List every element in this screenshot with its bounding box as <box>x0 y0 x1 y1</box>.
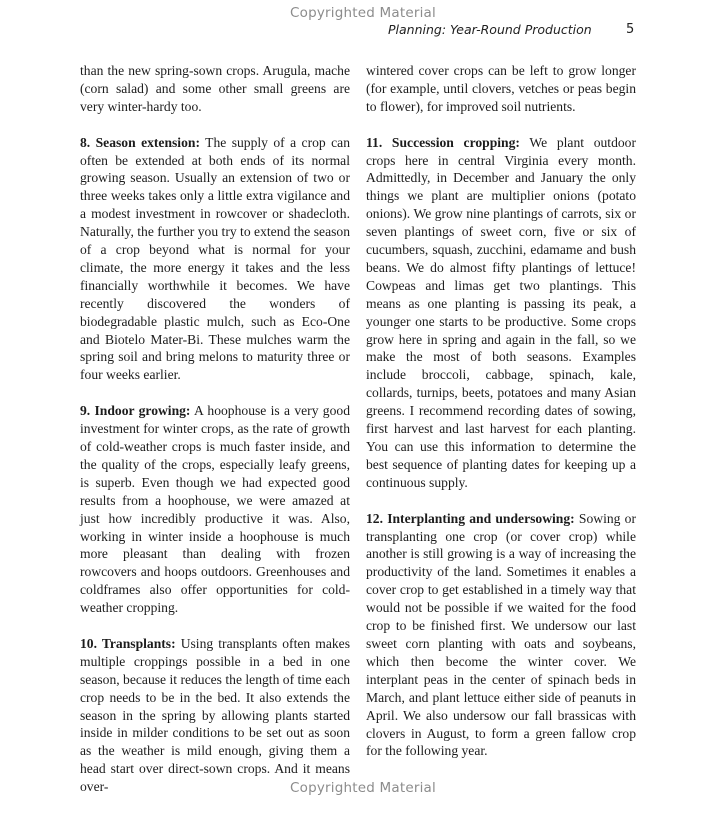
right-column <box>366 62 636 778</box>
paragraph-text: than the new spring-sown crops. Arugula, mache (corn salad) and some other small greens are very winter-hardy too. <box>80 63 350 114</box>
paragraph-text: The supply of a crop can often be extended at both ends of its normal growing season. Usually an extension of two or three weeks takes only a little extra vigilance and a modest investment in rowcover or shadecloth. Naturally, the further you try to extend the season of a crop beyond what is normal for your climate, the more energy it takes and the less financially worthwhile it becomes. We have recently discovered the wonders of biodegradable plastic mulch, such as Eco-One and Biotelo Mater-Bi. These mulches warm the spring soil and bring melons to maturity three or four weeks earlier. <box>80 134 350 383</box>
paragraph-continued <box>366 62 636 116</box>
paragraph-heading: 9. Indoor growing: <box>80 403 191 419</box>
paragraph-heading: 12. Interplanting and undersowing: <box>366 510 575 526</box>
paragraph-indoor-growing <box>80 402 350 617</box>
paragraph-transplants <box>80 635 350 796</box>
page-number: 5 <box>626 22 635 37</box>
paragraph-text: A hoophouse is a very good investment for winter crops, as the rate of growth of cold-weather crops is much faster inside, and the quality of the crops, especially leafy greens, is superb. Even though we had expected good results from a hoophouse, we were amazed at just how incredibly productive it was. Also, working in winter inside a hoophouse is much more pleasant than dealing with frozen rowcovers and hoops outdoors. Greenhouses and coldframes also offer opportunities for cold-weather cropping. <box>80 403 350 616</box>
paragraph-heading: 11. Succession cropping: <box>366 134 520 150</box>
copyright-watermark-bottom: Copyrighted Material <box>290 780 436 796</box>
paragraph-text: Sowing or transplanting one crop (or cover crop) while another is still growing is a way of increasing the productivity of the land. Sometimes it enables a cover crop to get established in a timely way that would not be possible if we waited for the food crop to be finished first. We undersow our last sweet corn planting with oats and soybeans, which then become the winter cover. We interplant peas in the center of spinach beds in March, and plant lettuce either side of peanuts in April. We also undersow our fall brassicas with clovers in August, to form a green fallow crop for the following year. <box>366 510 636 759</box>
paragraph-text: wintered cover crops can be left to grow longer (for example, until clovers, vetches or peas begin to flower), for improved soil nutrients. <box>366 63 636 114</box>
paragraph-season-extension <box>80 134 350 385</box>
paragraph-succession-cropping <box>366 134 636 492</box>
paragraph-text: Using transplants often makes multiple croppings possible in a bed in one season, because it reduces the length of time each crop needs to be in the bed. It also extends the season in the spring by allowing plants started inside in milder conditions to be set out as soon as the weather is mild enough, giving them a head start over direct-sown crops. And it means over- <box>80 635 350 795</box>
copyright-watermark-top: Copyrighted Material <box>290 5 436 21</box>
paragraph-heading: 8. Season extension: <box>80 134 200 150</box>
paragraph-interplanting <box>366 510 636 761</box>
running-head-title: Planning: Year-Round Production <box>388 22 592 37</box>
paragraph-continued <box>80 62 350 116</box>
paragraph-heading: 10. Transplants: <box>80 635 176 651</box>
paragraph-text: We plant outdoor crops here in central Virginia every month. Admittedly, in December and January the only things we plant are multiplier onions (potato onions). We grow nine plantings of carrots, six or seven plantings of sweet corn, five or six of cucumbers, squash, zucchini, edamame and bush beans. We do almost fifty plantings of lettuce! Cowpeas and limas get two plantings. This means as one planting is passing its peak, a younger one starts to be productive. Some crops grow here in spring and again in the fall, so we make the most of both seasons. Examples include broccoli, cabbage, spinach, kale, collards, turnips, beets, potatoes and many Asian greens. I recommend recording dates of sowing, first harvest and last harvest for each planting. You can use this information to determine the best sequence of planting dates for keeping up a continuous supply. <box>366 134 637 490</box>
left-column <box>80 62 350 814</box>
